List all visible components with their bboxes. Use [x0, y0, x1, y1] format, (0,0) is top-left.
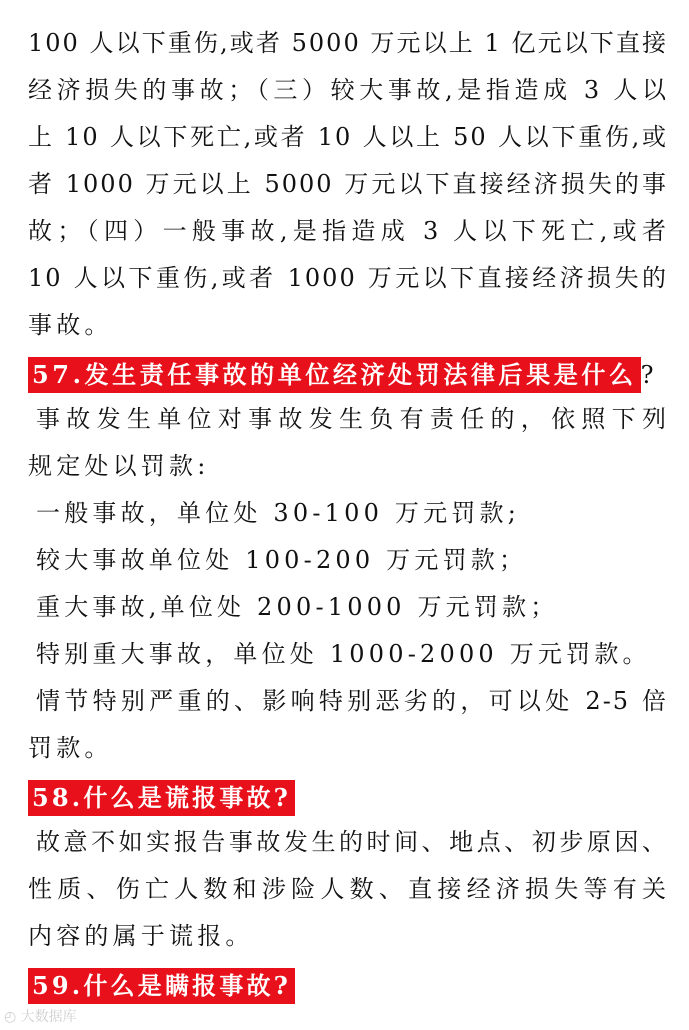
text-line: 较大事故单位处 100-200 万元罚款； [36, 546, 528, 574]
question-57-heading-row [28, 351, 668, 398]
text-line: 故；（四）一般事故,是指造成 3 人以下死亡,或者 [28, 217, 668, 245]
text-line: 性质、伤亡人数和涉险人数、直接经济损失等有关 [28, 875, 668, 903]
text-line: 一般事故，单位处 30-100 万元罚款; [36, 499, 520, 527]
watermark-text: 大数据库 [20, 1009, 77, 1025]
text-line: 者 1000 万元以上 5000 万元以下直接经济损失的事 [28, 170, 668, 198]
question-58-heading: 58.什么是谎报事故? [28, 780, 295, 816]
question-57-mark: ? [640, 360, 654, 389]
text-line: 故意不如实报告事故发生的时间、地点、初步原因、 [36, 828, 668, 856]
text-line: 事故发生单位对事故发生负有责任的，依照下列 [36, 405, 668, 433]
text-line: 事故。 [28, 311, 113, 339]
text-line: 上 10 人以下死亡,或者 10 人以上 50 人以下重伤,或 [28, 123, 668, 151]
question-57-answer [28, 398, 668, 774]
question-59-heading-row [28, 962, 668, 1009]
watermark-logo-icon: ◴ [4, 1009, 17, 1025]
text-line: 特别重大事故，单位处 1000-2000 万元罚款。 [36, 640, 651, 668]
watermark [4, 1006, 77, 1026]
text-line: 罚款。 [28, 734, 113, 762]
text-line: 内容的属于谎报。 [28, 922, 254, 950]
text-line: 重大事故,单位处 200-1000 万元罚款； [36, 593, 559, 621]
question-59-heading: 59.什么是瞒报事故? [28, 968, 295, 1004]
text-line: 10 人以下重伤,或者 1000 万元以下直接经济损失的 [28, 264, 668, 292]
question-58-answer [28, 821, 668, 962]
text-line: 情节特别严重的、影响特别恶劣的，可以处 2-5 倍 [36, 687, 668, 715]
document-page [28, 22, 668, 1009]
text-line: 100 人以下重伤,或者 5000 万元以上 1 亿元以下直接 [28, 29, 668, 57]
text-line: 经济损失的事故；（三）较大事故,是指造成 3 人以 [28, 76, 668, 104]
question-57-heading: 57.发生责任事故的单位经济处罚法律后果是什么 [28, 357, 641, 393]
intro-paragraph [28, 22, 668, 351]
question-58-heading-row [28, 774, 668, 821]
text-line: 规定处以罚款: [28, 452, 210, 480]
